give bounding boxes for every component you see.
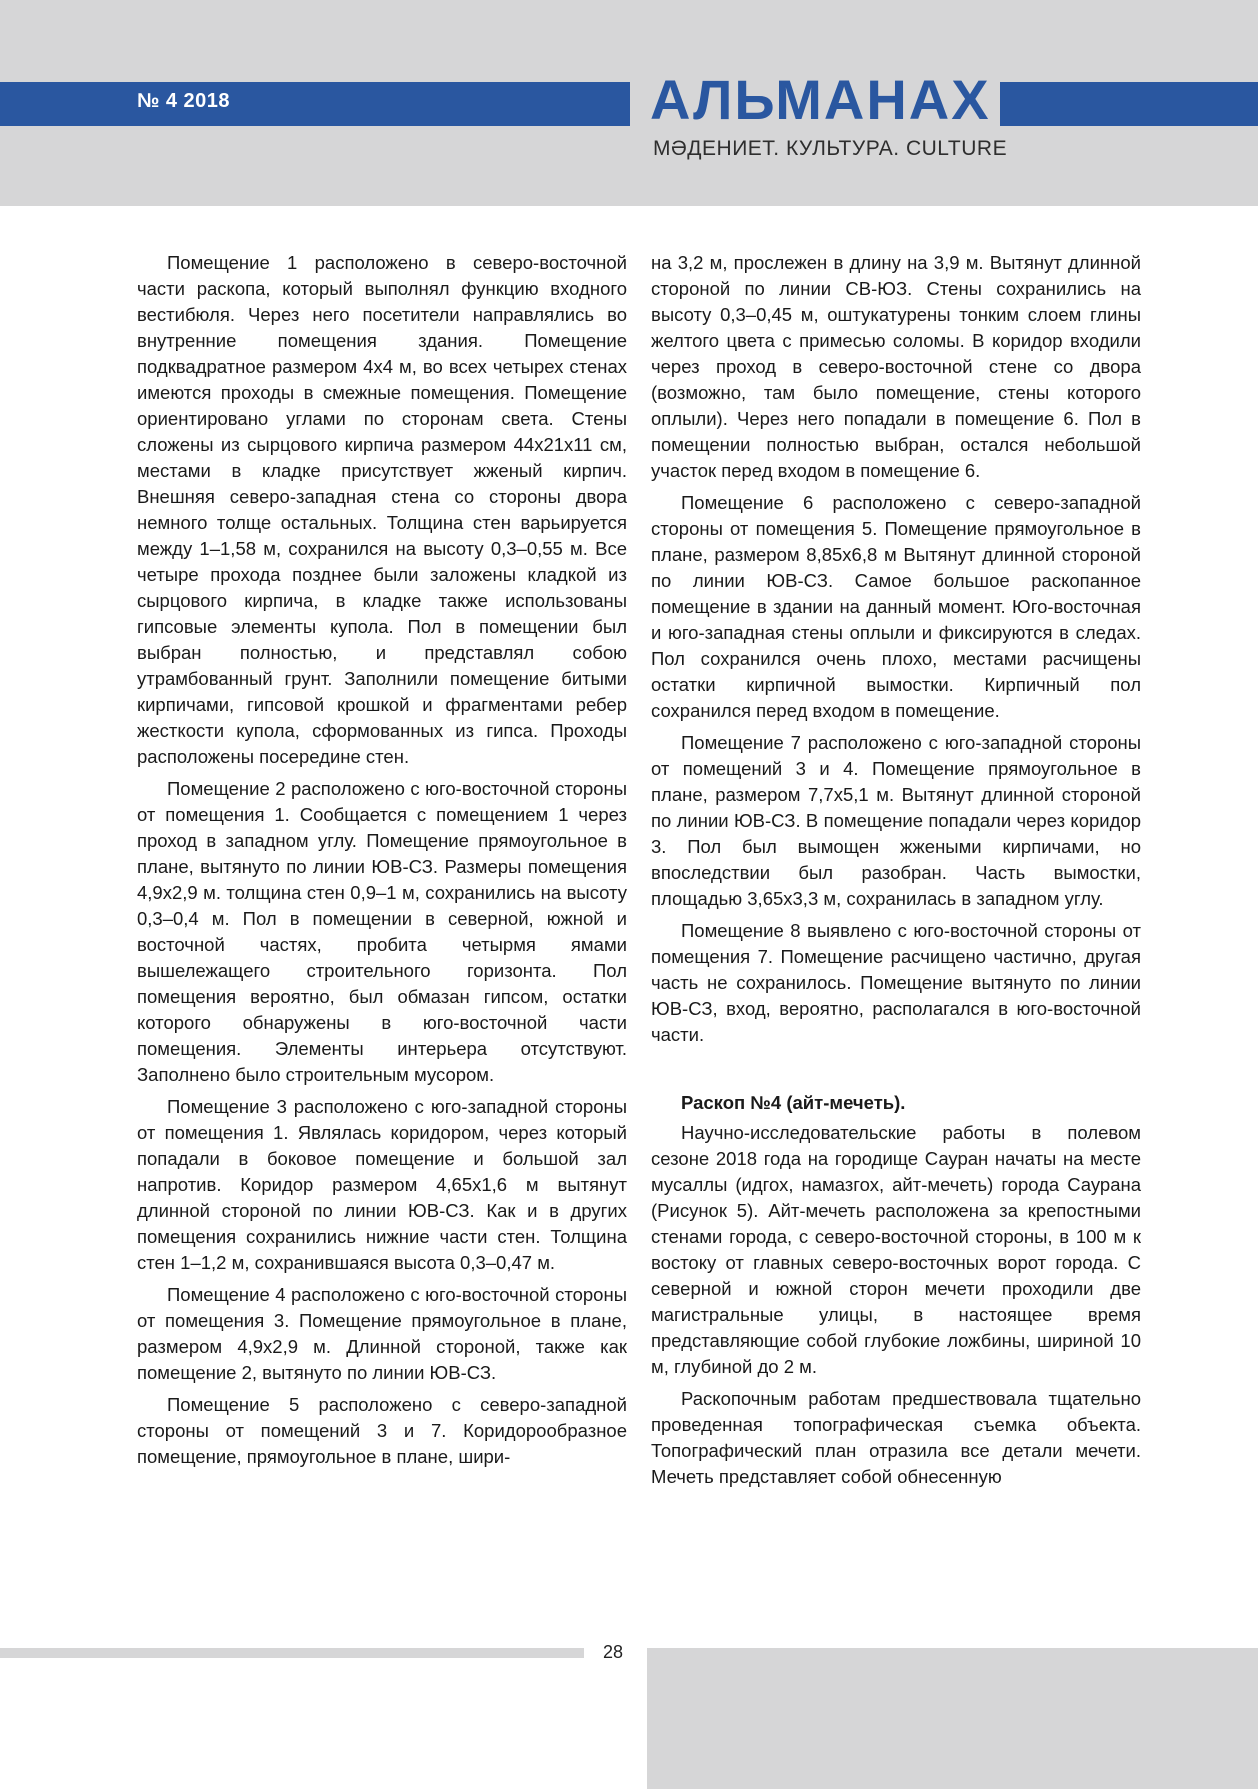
paragraph-continuation: на 3,2 м, прослежен в длину на 3,9 м. Вытянут длинной стороной по линии СВ-ЮЗ. Стены сохранились на высоту 0,3–0,45 м, оштукатурены тонким слоем глины желтого цвета с примесью соломы. В коридор входили через проход в северо-восточной стене со двора (возможно, там было помещение, стены которого оплыли). Через него попадали в помещение 6. Пол в помещении полностью выбран, остался небольшой участок перед входом в помещение 6.: [651, 252, 1141, 481]
header-bar-right: [1000, 82, 1258, 126]
paragraph: Помещение 1 расположено в северо-восточной части раскопа, который выполнял функцию входного вестибюля. Через него посетители направлялись во внутренние помещения здания. Помещение подквадратное размером 4х4 м, во всех четырех стенах имеются проходы в смежные помещения. Помещение ориентировано углами по сторонам света. Стены сложены из сырцового кирпича размером 44х21х11 см, местами в кладке присутствует жженый кирпич. Внешняя северо-западная стена со стороны двора немного толще остальных. Толщина стен варьируется между 1–1,58 м, сохранился на высоту 0,3–0,55 м. Все четыре прохода позднее были заложены кладкой из сырцового кирпича, в кладке также использованы гипсовые элементы купола. Пол в помещении был выбран полностью, и представлял собою утрамбованный грунт. Заполнили помещение битыми кирпичами, гипсовой крошкой и фрагментами ребер жесткости купола, сформованных из гипса. Проходы расположены посередине стен.: [137, 252, 627, 767]
paragraph: Помещение 7 расположено с юго-западной стороны от помещений 3 и 4. Помещение прямоугольное в плане, размером 7,7х5,1 м. Вытянут длинной стороной по линии ЮВ-СЗ. В помещение попадали через коридор 3. Пол был вымощен жжеными кирпичами, но впоследствии был разобран. Часть вымостки, площадью 3,65х3,3 м, сохранилась в западном углу.: [651, 732, 1141, 909]
right-column: [651, 250, 1141, 1496]
footer-block: [647, 1648, 1258, 1789]
paragraph: Раскопочным работам предшествовала тщательно проведенная топографическая съемка объекта. Топографический план отразила все детали мечети. Мечеть представляет собой обнесенную: [651, 1388, 1141, 1487]
page-number: 28: [602, 1642, 624, 1662]
left-column: [137, 250, 627, 1476]
header-bar-left: [0, 82, 630, 126]
journal-subtitle: МӘДЕНИЕТ. КУЛЬТУРА. CULTURE: [653, 137, 1008, 160]
issue-number: № 4 2018: [137, 90, 231, 112]
journal-title: АЛЬМАНАХ: [650, 68, 991, 131]
paragraph: Помещение 3 расположено с юго-западной стороны от помещения 1. Являлась коридором, через который попадали в боковое помещение и большой зал напротив. Коридор размером 4,65х1,6 м вытянут длинной стороной по линии ЮВ-СЗ. Как и в других помещения сохранились нижние части стен. Толщина стен 1–1,2 м, сохранившаяся высота 0,3–0,47 м.: [137, 1096, 627, 1273]
paragraph: Помещение 4 расположено с юго-восточной стороны от помещения 3. Помещение прямоугольное в плане, размером 4,9х2,9 м. Длинной стороной, также как помещение 2, вытянуто по линии ЮВ-СЗ.: [137, 1284, 627, 1383]
paragraph: Научно-исследовательские работы в полевом сезоне 2018 года на городище Сауран начаты на месте мусаллы (идгох, намазгох, айт-мечеть) города Саурана (Рисунок 5). Айт-мечеть расположена за крепостными стенами города, с северо-восточной стороны, в 100 м к востоку от главных северо-восточных ворот города. С северной и южной сторон мечети проходили две магистральные улицы, в настоящее время представляющие собой глубокие ложбины, шириной 10 м, глубиной до 2 м.: [651, 1122, 1141, 1377]
paragraph: Помещение 2 расположено с юго-восточной стороны от помещения 1. Сообщается с помещением 1 через проход в западном углу. Помещение прямоугольное в плане, вытянуто по линии ЮВ-СЗ. Размеры помещения 4,9х2,9 м. толщина стен 0,9–1 м, сохранились на высоту 0,3–0,4 м. Пол в помещении в северной, южной и восточной частях, пробита четырмя ямами вышележащего строительного горизонта. Пол помещения вероятно, был обмазан гипсом, остатки которого обнаружены в юго-восточной части помещения. Элементы интерьера отсутствуют. Заполнено было строительным мусором.: [137, 778, 627, 1085]
paragraph: Помещение 8 выявлено с юго-восточной стороны от помещения 7. Помещение расчищено частично, другая часть не сохранилось. Помещение вытянуто по линии ЮВ-СЗ, вход, вероятно, располагался в юго-восточной части.: [651, 920, 1141, 1045]
paragraph: Помещение 6 расположено с северо-западной стороны от помещения 5. Помещение прямоугольное в плане, размером 8,85х6,8 м Вытянут длинной стороной по линии ЮВ-СЗ. Самое большое раскопанное помещение в здании на данный момент. Юго-восточная и юго-западная стены оплыли и фиксируются в следах. Пол сохранился очень плохо, местами расчищены остатки кирпичной вымостки. Кирпичный пол сохранился перед входом в помещение.: [651, 492, 1141, 721]
paragraph: Помещение 5 расположено с северо-западной стороны от помещений 3 и 7. Коридорообразное помещение, прямоугольное в плане, шири-: [137, 1394, 627, 1467]
footer-rule: [0, 1648, 584, 1658]
section-heading: Раскоп №4 (айт-мечеть).: [681, 1092, 906, 1113]
section-gap: [651, 1054, 1141, 1090]
